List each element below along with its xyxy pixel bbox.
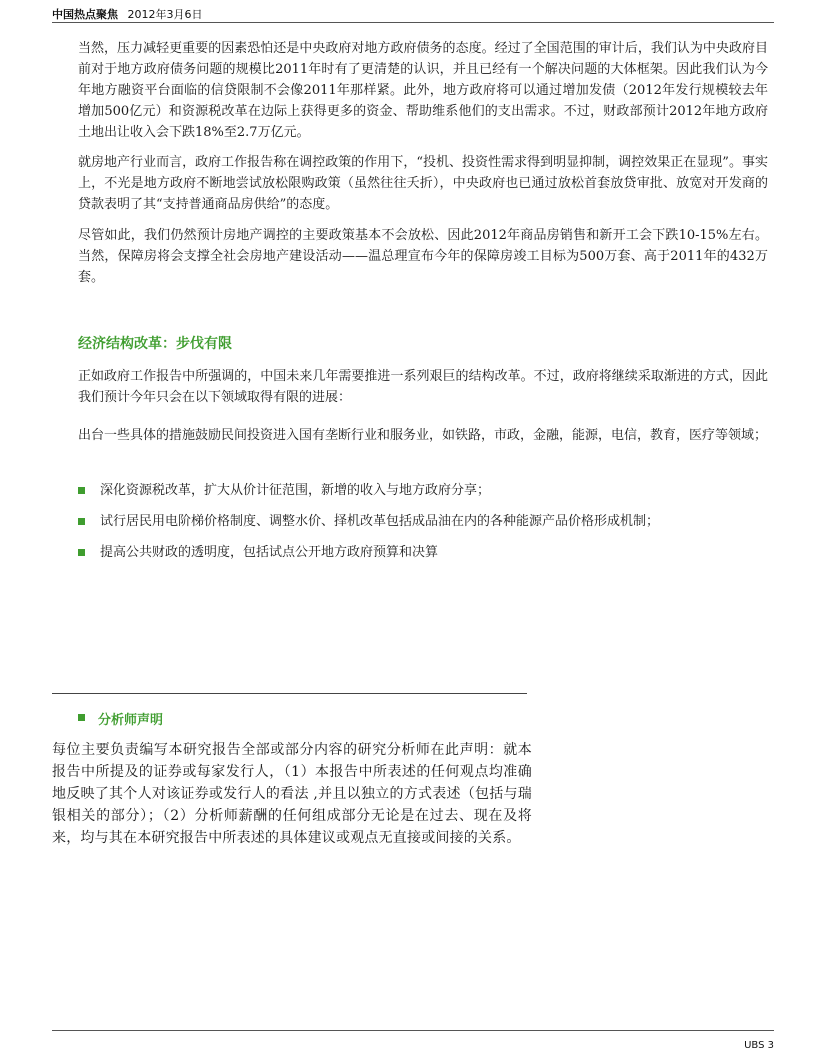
report-series-title: 中国热点聚焦 [52, 8, 118, 21]
body-paragraph-4 [78, 366, 768, 418]
list-item [78, 480, 768, 511]
bullet-square-icon [78, 549, 85, 556]
bullet-square-icon [78, 518, 85, 525]
bullet-text: 试行居民用电阶梯价格制度、调整水价、择机改革包括成品油在内的各种能源产品价格形成机制； [100, 514, 660, 529]
reform-bullet-list [78, 480, 768, 573]
section-heading: 经济结构改革：步伐有限 [78, 336, 232, 352]
footer-divider [52, 1030, 774, 1031]
paragraph-text: 正如政府工作报告中所强调的，中国未来几年需要推进一系列艰巨的结构改革。不过，政府将继续采取渐进的方式，因此我们预计今年只会在以下领域取得有限的进展： [78, 369, 768, 405]
body-paragraph-1 [78, 38, 768, 153]
disclosure-title: 分析师声明 [98, 713, 164, 728]
header-divider [52, 22, 774, 23]
paragraph-text: 出台一些具体的措施鼓励民间投资进入国有垄断行业和服务业，如铁路，市政，金融，能源，电信，教育，医疗等领域； [78, 428, 768, 443]
disclosure-heading [78, 709, 163, 728]
page-number: UBS 3 [744, 1040, 774, 1051]
paragraph-text: 当然，压力减轻更重要的因素恐怕还是中央政府对地方政府债务的态度。经过了全国范围的审计后，我们认为中央政府目前对于地方政府债务问题的规模比2011年时有了更清楚的认识，并且已经有一个解决问题的大体框架。因此我们认为今年地方融资平台面临的信贷限制不会像2011年那样紧。此外，地方政府将可以通过增加发债（2012年发行规模较去年增加500亿元）和资源税改革在边际上获得更多的资金、帮助维系他们的支出需求。不过，财政部预计2012年地方政府土地出让收入会下跌18%至2.7万亿元。 [78, 41, 768, 140]
list-item [78, 511, 768, 542]
bullet-square-icon [78, 487, 85, 494]
body-paragraph-5 [78, 425, 768, 456]
analyst-certification-text: 每位主要负责编写本研究报告全部或部分内容的研究分析师在此声明：就本报告中所提及的证券或每家发行人，（1）本报告中所表述的任何观点均准确地反映了其个人对该证券或发行人的看法 ,并且以独立的方式表述（包括与瑞银相关的部分）；（2）分析师薪酬的任何组成部分无论是在过去、现在及将来，均与其在本研究报告中所表述的具体建议或观点无直接或间接的关系。 [52, 742, 532, 846]
report-date: 2012年3月6日 [127, 8, 203, 21]
bullet-square-icon [78, 714, 85, 721]
running-header [52, 6, 203, 22]
bullet-text: 提高公共财政的透明度，包括试点公开地方政府预算和决算 [100, 545, 439, 560]
paragraph-text: 尽管如此，我们仍然预计房地产调控的主要政策基本不会放松、因此2012年商品房销售和新开工会下跌10-15%左右。当然，保障房将会支撑全社会房地产建设活动——温总理宣布今年的保障房竣工目标为500万套、高于2011年的432万套。 [78, 228, 768, 285]
disclosure-divider [52, 693, 527, 694]
body-paragraph-3 [78, 225, 768, 298]
list-item [78, 542, 768, 573]
body-paragraph-2 [78, 152, 768, 225]
bullet-text: 深化资源税改革，扩大从价计征范围，新增的收入与地方政府分享； [100, 483, 491, 498]
paragraph-text: 就房地产行业而言，政府工作报告称在调控政策的作用下，“投机、投资性需求得到明显抑制，调控效果正在显现”。事实上，不光是地方政府不断地尝试放松限购政策（虽然往往夭折），中央政府也已通过放松首套放贷审批、放宽对开发商的贷款表明了其“支持普通商品房供给”的态度。 [78, 155, 768, 212]
